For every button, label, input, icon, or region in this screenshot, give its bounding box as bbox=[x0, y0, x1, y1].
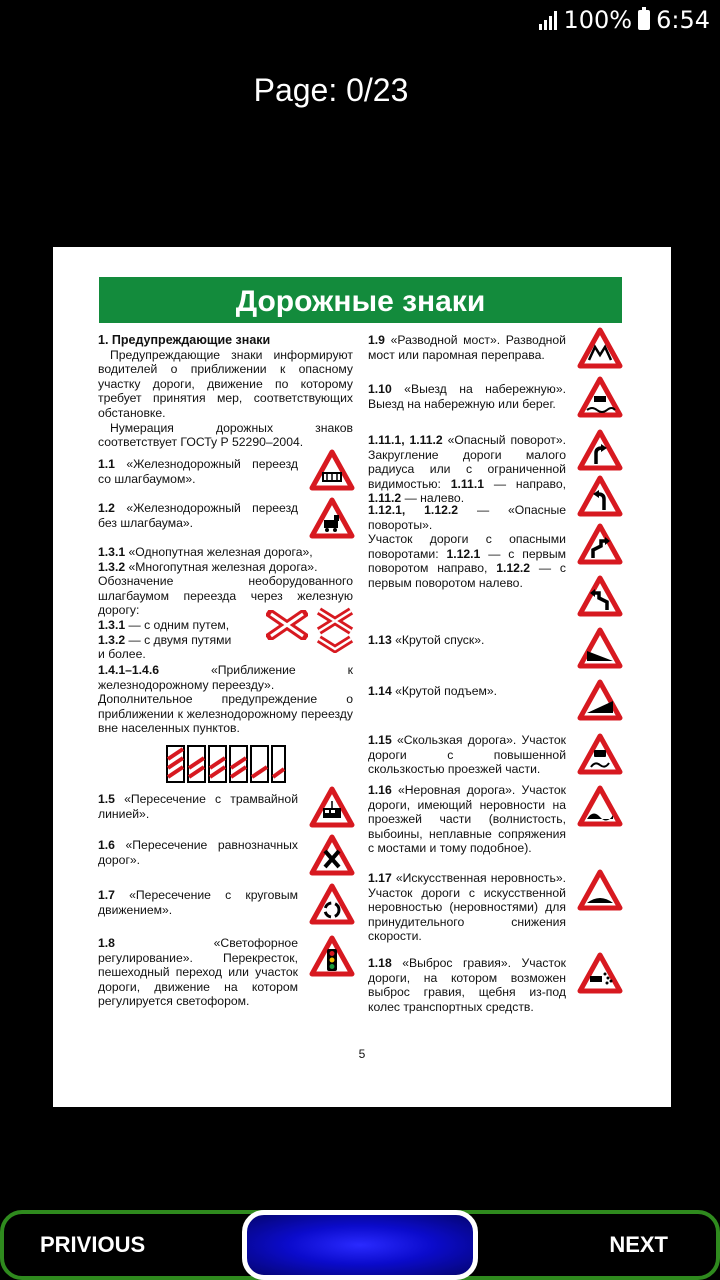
page-number: 5 bbox=[358, 1047, 366, 1061]
status-bar bbox=[0, 0, 720, 42]
signal-icon bbox=[539, 10, 557, 30]
next-button[interactable]: NEXT bbox=[609, 1232, 668, 1257]
sign-1-12-text: 1.12.1, 1.12.2 — «Опасные повороты». bbox=[368, 503, 567, 532]
sign-1-13-text: 1.13 «Крутой спуск». bbox=[368, 633, 485, 647]
speed-bump-sign-icon bbox=[577, 869, 623, 911]
sign-1-10-text: 1.10 «Выезд на набережную». Выезд на набережную или берег. bbox=[368, 382, 566, 411]
battery-percent: 100% bbox=[563, 6, 633, 34]
sign-1-18-text: 1.18 «Выброс гравия». Участок дороги, на котором возможен выброс гравия, щебня из-под колес транспортных средств. bbox=[368, 956, 566, 1014]
equal-roads-intersection-sign-icon bbox=[309, 834, 355, 876]
sign-1-7-text: 1.7 «Пересечение с круговым движением». bbox=[98, 888, 298, 917]
document-title: Дорожные знаки bbox=[99, 277, 622, 323]
document-page bbox=[53, 247, 671, 1107]
center-button[interactable] bbox=[242, 1210, 478, 1280]
railway-crossing-barrier-sign-icon bbox=[309, 449, 355, 491]
traffic-light-sign-icon bbox=[309, 935, 355, 977]
battery-icon bbox=[638, 10, 650, 30]
intro-text: Предупреждающие знаки информируют водителей о приближении к опасному участку дороги, движение по которому требует принятия мер, соответствующих обстановке. bbox=[98, 347, 353, 420]
tram-crossing-sign-icon bbox=[309, 786, 355, 828]
sign-1-11-text: 1.11.1, 1.11.2 «Опасный поворот». Закругление дороги малого радиуса или с ограниченной видимостью: 1.11.1 — направо, 1.11.2 — налево. bbox=[368, 433, 567, 506]
sign-1-3-c: и более. bbox=[98, 647, 146, 662]
sign-1-3-b: 1.3.2 — с двумя путями bbox=[98, 632, 232, 647]
sign-1-1-text: 1.1 «Железнодорожный переезд со шлагбаумом». bbox=[98, 457, 298, 486]
previous-button[interactable]: PRIVIOUS bbox=[40, 1232, 146, 1257]
railway-approach-signs-icon bbox=[165, 744, 287, 786]
sign-1-17-text: 1.17 «Искусственная неровность». Участок дороги с искусственной неровностью (неровностями) для принудительного снижения скорости. bbox=[368, 871, 566, 944]
sign-1-15-text: 1.15 «Скользкая дорога». Участок дороги с повышенной скользкостью проезжей части. bbox=[368, 733, 566, 777]
clock: 6:54 bbox=[656, 6, 710, 34]
sign-1-16-text: 1.16 «Неровная дорога». Участок дороги, имеющий неровности на проезжей части (волнистость, выбоины, неплавные сопряжения с мостами и тому подобное). bbox=[368, 783, 566, 856]
sign-1-3-a: 1.3.1 — с одним путем, bbox=[98, 617, 230, 632]
dangerous-turns-right-sign-icon bbox=[577, 523, 623, 565]
page-indicator: Page: 0/23 bbox=[253, 72, 409, 108]
sign-1-2-text: 1.2 «Железнодорожный переезд без шлагбаума». bbox=[98, 501, 298, 530]
sign-1-3-desc: Обозначение необорудованного шлагбаумом переезда через железную дорогу: bbox=[98, 574, 353, 618]
dangerous-turn-right-sign-icon bbox=[577, 429, 623, 471]
sign-1-3-text: 1.3.1 «Однопутная железная дорога», 1.3.2 «Многопутная железная дорога». bbox=[98, 545, 318, 574]
railway-crossing-no-barrier-sign-icon bbox=[309, 497, 355, 539]
numbering-text: Нумерация дорожных знаков соответствует ГОСТу Р 52290–2004. bbox=[98, 420, 353, 450]
sign-1-12-desc: Участок дороги с опасными поворотами: 1.12.1 — с первым поворотом направо, 1.12.2 — с первым поворотом налево. bbox=[368, 532, 567, 590]
dangerous-turns-left-sign-icon bbox=[577, 575, 623, 617]
sign-1-4-text: 1.4.1–1.4.6 «Приближение к железнодорожному переезду». bbox=[98, 663, 353, 692]
sign-1-14-text: 1.14 «Крутой подъем». bbox=[368, 684, 498, 698]
steep-ascent-sign-icon bbox=[577, 679, 623, 721]
gravel-sign-icon bbox=[577, 952, 623, 994]
single-track-railway-sign-icon bbox=[266, 610, 308, 640]
sign-1-8-text: 1.8 «Светофорное регулирование». Перекресток, пешеходный переход или участок дороги, движение на котором регулируется светофором. bbox=[98, 936, 298, 1009]
roundabout-sign-icon bbox=[309, 883, 355, 925]
sign-1-9-text: 1.9 «Разводной мост». Разводной мост или паромная переправа. bbox=[368, 333, 566, 362]
sign-1-6-text: 1.6 «Пересечение равнозначных дорог». bbox=[98, 838, 298, 867]
embankment-exit-sign-icon bbox=[577, 376, 623, 418]
steep-descent-sign-icon bbox=[577, 627, 623, 669]
sign-1-5-text: 1.5 «Пересечение с трамвайной линией». bbox=[98, 792, 298, 821]
slippery-road-sign-icon bbox=[577, 733, 623, 775]
section-heading: 1. Предупреждающие знаки bbox=[98, 333, 271, 347]
sign-1-4-desc: Дополнительное предупреждение о приближении к железнодорожному переезду вне населенных пунктов. bbox=[98, 692, 353, 736]
dangerous-turn-left-sign-icon bbox=[577, 475, 623, 517]
uneven-road-sign-icon bbox=[577, 785, 623, 827]
drawbridge-sign-icon bbox=[577, 327, 623, 369]
multi-track-railway-sign-icon bbox=[314, 607, 356, 653]
